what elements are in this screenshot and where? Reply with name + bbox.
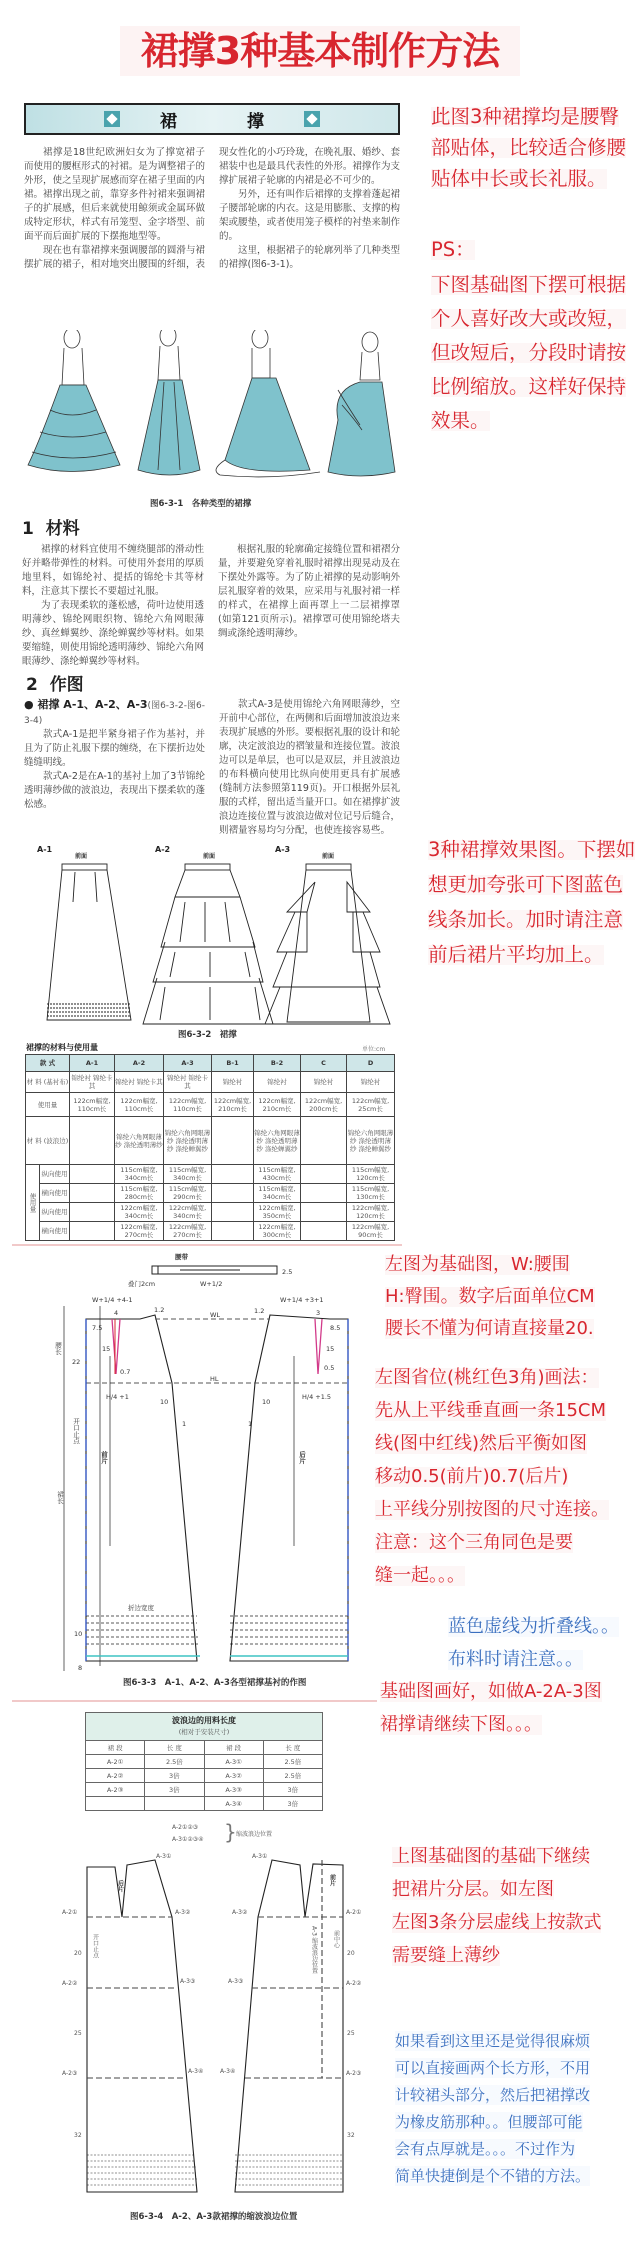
table-cell: [301, 1203, 347, 1222]
table-cell: 122cm幅宽, 90cm长: [347, 1222, 395, 1241]
table-cell: 122cm幅宽, 110cm长: [164, 1093, 212, 1117]
position-label: A-3②: [232, 1909, 248, 1916]
table-cell: 3倍: [263, 1783, 322, 1797]
note5-line: 移动0.5(前片)0.7(后片): [375, 1466, 569, 1487]
divider: [12, 1700, 377, 1702]
dress-figure-bustle: [328, 332, 395, 476]
header-cell: B-2: [254, 1055, 301, 1072]
note3-line: 3种裙撑效果图。下摆如: [428, 838, 636, 861]
note9-line: 可以直接画两个长方形，不用: [395, 2059, 591, 2077]
dart-width-label: 3: [316, 1309, 321, 1317]
usage-rows: [26, 1165, 395, 1241]
hem-extra-value: 8: [78, 1664, 83, 1672]
table-row: [26, 1203, 395, 1222]
table-cell: 3倍: [263, 1797, 322, 1811]
paragraph: 款式A-3是使用锦纶六角网眼薄纱，空开前中心部位，在两侧和后面增加波浪边来表现扩展感的外形。要根据礼服的设计和轮廓，决定波浪边的褶皱量和连接位置。波浪边可以是单层，也可以是双层，并且波浪边的布料横向使用比纵向使用更具有扩展感(缝制方法参照第119页)。开口根据外层礼服的式样，留出适当量开口。如在裙撑扩波浪边连接位置与波浪边做对位记号后缝合，则褶量容易均匀分配，也使连接容易些。: [219, 699, 400, 836]
measure-label: 7.5: [92, 1324, 103, 1332]
table-title-cell: [86, 1713, 323, 1741]
note4-line: 腰长不懂为何请直接量20.: [385, 1318, 594, 1339]
table-cell: 122cm幅宽, 25cm长: [347, 1093, 395, 1117]
front-waist-formula: W+1/4 +4-1: [92, 1296, 133, 1304]
materials-text: [22, 543, 400, 669]
diamond-icon: [304, 111, 320, 127]
table-cell: [301, 1117, 347, 1165]
table-cell: A-3①: [204, 1755, 263, 1769]
header-cell: A-3: [164, 1055, 212, 1072]
table-row: [26, 1072, 395, 1093]
table-cell: 115cm幅宽, 290cm长: [164, 1184, 212, 1203]
figure-caption: 图6-3-1 各种类型的裙撑: [150, 499, 252, 509]
intro-text: [24, 146, 400, 272]
table-cell: 122cm幅宽, 110cm长: [70, 1093, 115, 1117]
table-cell: [70, 1117, 115, 1165]
paragraph: 款式A-2是在A-1的基衬上加了3节锦纶透明薄纱做的波浪边，表现出下摆柔软的蓬松感。: [24, 771, 205, 810]
section-heading-drafting: [26, 675, 84, 695]
header-cell: D: [347, 1055, 395, 1072]
section-title: 材料: [45, 519, 80, 539]
header-cell: A-2: [115, 1055, 164, 1072]
skirt-a3-drawing: [265, 864, 390, 1024]
figure-reference: (图6-3-2-图6-3-4): [24, 701, 205, 726]
position-label: A-2②: [346, 1980, 362, 1987]
table-cell: 锦纶衬 锦纶卡其: [115, 1072, 164, 1093]
table-cell: 2.5倍: [145, 1755, 204, 1769]
table-cell: [212, 1165, 254, 1184]
header-cell: 长 度: [145, 1741, 204, 1755]
note2-line: 下图基础图下摆可根据: [431, 273, 627, 296]
row-label: 横向使用: [40, 1184, 70, 1203]
note6-line: 布料时请注意。。: [448, 1649, 583, 1670]
note1-line: 部贴体，比较适合修腰: [431, 136, 627, 159]
note2-line: 个人喜好改大或改短，: [431, 307, 627, 330]
position-label: A-2①: [346, 1909, 362, 1916]
note4-line: 左图为基础图，W:腰围: [385, 1254, 570, 1275]
measure-label: 20: [347, 1950, 355, 1957]
note2-line: 但改短后，分段时请按: [431, 341, 627, 364]
hip-formula: H/4 +1: [106, 1393, 129, 1401]
intro-paragraph: 这里，根据裙子的轮廓列举了几种类型的裙撑(图6-3-1)。: [219, 245, 400, 270]
table-cell: 115cm幅宽, 430cm长: [254, 1165, 301, 1184]
note8-line: 上图基础图的基础下继续: [392, 1846, 590, 1867]
row-label: 材 料 (基衬布): [26, 1072, 70, 1093]
table-cell: 122cm幅宽, 120cm长: [347, 1203, 395, 1222]
flare-label: 1: [248, 1420, 253, 1428]
table-cell: 122cm幅宽, 210cm长: [212, 1093, 254, 1117]
table-cell: 锦纶六角网眼薄纱 涤纶透明薄纱: [115, 1117, 164, 1165]
table-cell: [70, 1203, 115, 1222]
table-cell: 115cm幅宽, 120cm长: [347, 1165, 395, 1184]
row-label: 使用量: [26, 1093, 70, 1117]
position-label: A-2③: [62, 2070, 78, 2077]
header-cell: C: [301, 1055, 347, 1072]
opening-point-label: 开口止点: [72, 1418, 80, 1444]
table-cell: 锦纶衬 锦纶卡其: [70, 1072, 115, 1093]
table-row: [26, 1117, 395, 1165]
table-cell: 锦纶六角网眼薄纱 涤纶透明薄纱 涤纶蝉翼纱: [347, 1117, 395, 1165]
table-cell: 122cm幅宽, 300cm长: [254, 1222, 301, 1241]
skirt-code-label: A-2: [155, 845, 171, 854]
table-cell: A-3③: [204, 1783, 263, 1797]
table-cell: 122cm幅宽, 270cm长: [164, 1222, 212, 1241]
section-number: 1: [22, 519, 34, 539]
table-cell: [212, 1203, 254, 1222]
table-header-row: [26, 1055, 395, 1072]
measure-label: 25: [347, 2030, 355, 2037]
hip-formula: H/4 +1.5: [302, 1393, 332, 1401]
intro-paragraph: 另外，还有叫作后裙撑的支撑着蓬起裙子腰部轮廓的内衣。这是用膨胀、支撑的构架或腰垫，或者使用笼子模样的衬垫来制作的。: [219, 189, 400, 242]
materials-usage-table: [25, 1054, 395, 1241]
waistband-label: 腰带: [175, 1253, 188, 1261]
paragraph: 裙撑的材料宜使用不缠绕腿部的滑动性好并略带弹性的材料。可使用外套用的厚质地里料，如锦纶衬、提括的锦纶卡其等材料，注意其下摆长不要超过礼服。: [22, 544, 204, 597]
dart-width-label: 4: [114, 1309, 119, 1317]
note9-line: 简单快捷倒是个不错的方法。: [395, 2167, 591, 2185]
ps-label: PS：: [431, 238, 475, 261]
position-label: A-3③: [228, 1978, 244, 1985]
header-cell: 裙 段: [86, 1741, 145, 1755]
table-cell: [70, 1165, 115, 1184]
note3-line: 想更加夸张可下图蓝色: [428, 873, 624, 896]
skirt-a1-drawing: [47, 864, 131, 1020]
center-front-label: 前中心: [332, 1930, 340, 1948]
table-cell: 122cm幅宽, 210cm长: [254, 1093, 301, 1117]
position-label: A-2②: [62, 1980, 78, 1987]
note5-line: 上平线分别按图的尺寸连接。: [375, 1499, 609, 1520]
note9-line: 为橡皮筋那种。。但腰部可能: [395, 2113, 583, 2131]
table-cell: A-2②: [86, 1769, 145, 1783]
table-cell: 122cm幅宽, 200cm长: [301, 1093, 347, 1117]
note5-line: 线(图中红线)然后平衡如图: [375, 1433, 588, 1454]
side-label: 10: [262, 1398, 271, 1406]
note5-line: 左图省位(桃红色3角)画法：: [375, 1367, 599, 1388]
note5-line: 先从上平线垂直画一条15CM: [375, 1400, 607, 1421]
table-cell: 122cm幅宽, 270cm长: [115, 1222, 164, 1241]
table-cell: [145, 1797, 204, 1811]
table-cell: 122cm幅宽, 340cm长: [115, 1203, 164, 1222]
table-cell: 122cm幅宽, 350cm长: [254, 1203, 301, 1222]
table-header-row: [86, 1741, 323, 1755]
brace-icon: }: [224, 1820, 237, 1844]
table-cell: A-2①: [86, 1755, 145, 1769]
table-cell: 锦纶衬: [212, 1072, 254, 1093]
table-cell: A-2③: [86, 1783, 145, 1797]
skirt-view-label: 前面: [203, 853, 216, 860]
table-unit: 单位:cm: [362, 1046, 386, 1053]
table-row: [86, 1783, 323, 1797]
skirt-a2-drawing: [143, 864, 273, 1024]
table-cell: 115cm幅宽, 130cm长: [347, 1184, 395, 1203]
dart-length-label: 15: [326, 1345, 335, 1353]
legend-a3: A-3①②③④: [172, 1836, 204, 1843]
rise-label: 1.2: [254, 1307, 265, 1315]
dress-figure-tiered: [28, 330, 120, 472]
band-length-label: W+1/2: [200, 1280, 223, 1288]
measure-label: 32: [347, 2132, 355, 2139]
dress-silhouettes-figure: [20, 330, 400, 485]
page-title: 裙撑3种基本制作方法: [120, 26, 520, 76]
table-row: [86, 1755, 323, 1769]
opening-point-label: 开口止点: [91, 1934, 99, 1958]
hip-depth-label: 腰长: [54, 1342, 62, 1355]
hem-width-label: 折边宽度: [128, 1604, 154, 1612]
skirt-code-label: A-3: [275, 845, 291, 854]
intro-paragraph: 裙撑是18世纪欧洲妇女为了撑宽裙子而使用的腰框形式的衬裙。是为调整裙子的外形，使之呈现扩展感而穿在裙子里面的内裙。裙撑出现之前，靠穿多件衬裙来强调裙子的扩展感，但后来就使用鲸须或金属环做成特定形状，样式有吊笼型、金字塔型、前面平而后面扩展的下摆拖地型等。: [24, 147, 205, 242]
table-cell: 锦纶衬: [301, 1072, 347, 1093]
section-banner: [24, 103, 400, 135]
diamond-icon: [104, 111, 120, 127]
section-title: 作图: [49, 675, 84, 695]
position-label: A-2①: [62, 1909, 78, 1916]
front-piece-label: 前片: [100, 1451, 108, 1464]
table-cell: [212, 1117, 254, 1165]
dart-shift-label: 0.7: [120, 1368, 131, 1376]
skirt-length-label: 裙长: [56, 1491, 64, 1504]
back-waist-formula: W+1/4 +3+1: [280, 1296, 324, 1304]
table-cell: 122cm幅宽, 340cm长: [164, 1203, 212, 1222]
table-cell: 锦纶衬: [347, 1072, 395, 1093]
table-cell: 锦纶衬 锦纶卡其: [164, 1072, 212, 1093]
note8-line: 把裙片分层。如左图: [392, 1879, 554, 1900]
skirt-view-label: 前面: [75, 853, 88, 860]
skirt-styles-figure: [25, 842, 395, 1027]
table-cell: [301, 1222, 347, 1241]
paragraph: 为了表现柔软的蓬松感，荷叶边使用透明薄纱、锦纶网眼织物、锦纶六角网眼薄纱、真丝蝉翼纱、涤纶蝉翼纱等材料。如果要缩缝，则使用锦纶透明薄纱、锦纶六角网眼薄纱、涤纶蝉翼纱等材料。: [22, 600, 204, 667]
dart-shift-label: 0.5: [324, 1364, 335, 1372]
legend-label: 缩波浪边位置: [236, 1831, 273, 1838]
header-cell: B-1: [212, 1055, 254, 1072]
back-piece-label: 后片: [298, 1451, 306, 1464]
table-cell: 锦纶六角网眼薄纱 涤纶透明薄纱 涤纶蝉翼纱: [254, 1117, 301, 1165]
header-cell: 长 度: [263, 1741, 322, 1755]
note1-line: 贴体中长或长礼服。: [431, 167, 607, 190]
table-row: [86, 1769, 323, 1783]
paragraph: 款式A-1是把半紧身裙子作为基衬，并且为了防止礼服下摆的缠绕，在下摆折边处缝缝明线。: [24, 729, 205, 768]
table-cell: 115cm幅宽, 340cm长: [254, 1184, 301, 1203]
position-label: A-3③: [180, 1978, 196, 1985]
table-row: [26, 1222, 395, 1241]
figure-caption: 图6-3-3 A-1、A-2、A-3各型裙撑基衬的作图: [123, 1678, 307, 1688]
table-cell: 2.5倍: [263, 1755, 322, 1769]
hem-width-value: 10: [74, 1630, 83, 1638]
back-dart: [315, 1319, 322, 1374]
front-dart: [112, 1319, 120, 1374]
subheading-text: ● 裙撑 A-1、A-2、A-3: [24, 698, 148, 711]
position-label: A-3①: [156, 1853, 172, 1860]
table-row: [26, 1165, 395, 1184]
note9-line: 如果看到这里还是觉得很麻烦: [395, 2032, 591, 2050]
note1-line: 此图3种裙撑均是腰臀: [431, 105, 619, 128]
band-width-label: 2.5: [282, 1268, 293, 1276]
usage-group-label: 使用量: [26, 1165, 40, 1241]
note3-line: 线条加长。加时请注意: [428, 908, 624, 931]
figure-caption: 图6-3-4 A-2、A-3款裙撑的缩波浪边位置: [130, 2212, 298, 2222]
table-cell: 122cm幅宽, 110cm长: [115, 1093, 164, 1117]
table-cell: [86, 1797, 145, 1811]
drafting-text: [24, 698, 400, 838]
table-cell: 锦纶衬: [254, 1072, 301, 1093]
header-cell: 裙 段: [204, 1741, 263, 1755]
skirt-view-label: 前面: [322, 853, 335, 860]
table-cell: A-3④: [204, 1797, 263, 1811]
note4-line: H:臀围。数字后面单位CM: [385, 1286, 595, 1307]
side-label: 10: [160, 1398, 169, 1406]
waistline-label: WL: [210, 1311, 221, 1319]
overlap-label: 叠门2cm: [128, 1280, 156, 1288]
table-cell: [212, 1222, 254, 1241]
header-cell: A-1: [70, 1055, 115, 1072]
table-subtitle: (相对于安装尺寸): [178, 1728, 230, 1736]
table-cell: 115cm幅宽, 340cm长: [164, 1165, 212, 1184]
hip-depth-value: 22: [72, 1358, 81, 1366]
table-row: [26, 1093, 395, 1117]
row-label: 横向使用: [40, 1222, 70, 1241]
measure-label: 32: [74, 2132, 82, 2139]
note9-line: 计较裙头部分，然后把裙撑改: [395, 2086, 591, 2104]
back-piece-label: 后片: [116, 1880, 124, 1892]
note9-line: 会有点厚就是。。。不过作为: [395, 2140, 576, 2158]
intro-paragraph: 现在也有靠裙撑来强调腰部的圆滑与裙摆扩展的裙子，相对地突出腰围的纤细，表现女性化的小巧玲珑，在晚礼服、婚纱、套裙装中也是最具代表性的外形。裙撑作为支撑扩展裙子轮廓的内裙是必不可少的。: [24, 147, 400, 270]
table-row: [26, 1184, 395, 1203]
table-cell: A-3②: [204, 1769, 263, 1783]
rise-label: 1.2: [154, 1306, 165, 1314]
measure-label: 25: [74, 2030, 82, 2037]
table-cell: 115cm幅宽, 280cm长: [115, 1184, 164, 1203]
row-label: 纵向使用: [40, 1165, 70, 1184]
position-label: A-3②: [175, 1909, 191, 1916]
note2-line: 比例缩放。这样好保持: [431, 375, 627, 398]
table-cell: 2.5倍: [263, 1769, 322, 1783]
position-label: A-2③: [346, 2070, 362, 2077]
dress-figure-a-line: [138, 330, 200, 475]
base-pattern-draft: [40, 1246, 360, 1686]
hipline-label: HL: [210, 1375, 219, 1383]
table-cell: [301, 1184, 347, 1203]
legend-a2: A-2①②③: [172, 1824, 199, 1831]
position-label: A-3④: [220, 2068, 236, 2075]
ruffle-rows: [86, 1755, 323, 1811]
front-piece-label: 前片: [328, 1874, 336, 1886]
table-cell: [212, 1184, 254, 1203]
note6-line: 蓝色虚线为折叠线。。: [448, 1616, 619, 1637]
table-title: 裙撑的材料与使用量: [26, 1043, 98, 1052]
position-label: A-3①: [252, 1853, 268, 1860]
table-cell: 3倍: [145, 1769, 204, 1783]
banner-char-right: 撑: [247, 111, 264, 132]
table-row: [86, 1797, 323, 1811]
table-cell: 3倍: [145, 1783, 204, 1797]
note3-line: 前后裙片平均加上。: [428, 943, 604, 966]
ruffle-position-draft: [60, 1850, 370, 2202]
table-cell: 锦纶六角网眼薄纱 涤纶透明薄纱 涤纶蝉翼纱: [164, 1117, 212, 1165]
row-label: 材 料 (波浪边): [26, 1117, 70, 1165]
figure-caption: 图6-3-2 裙撑: [178, 1030, 237, 1040]
measure-label: 20: [74, 1950, 82, 1957]
header-cell: 款 式: [26, 1055, 70, 1072]
ruffle-length-table: [85, 1712, 323, 1811]
section-heading-materials: [22, 519, 80, 539]
subheading: [24, 698, 205, 728]
table-cell: [70, 1222, 115, 1241]
a3-ruffle-position-label: A-3 缩波浪边位置: [310, 1926, 318, 1974]
note2-line: 效果。: [431, 409, 490, 432]
note5-line: 缝一起。。。: [375, 1565, 465, 1586]
table-cell: [70, 1184, 115, 1203]
note7-line: 裙撑请继续下图。。。: [380, 1714, 542, 1735]
table-cell: [301, 1165, 347, 1184]
table-title: 波浪边的用料长度: [172, 1716, 236, 1725]
dart-length-label: 15: [102, 1345, 111, 1353]
paragraph: 根据礼服的轮廓确定接缝位置和裙褶分量，并要避免穿着礼服时裙撑出现晃动及在下摆处外露等。为了防止裙撑的晃动影响外层礼服穿着的效果，应采用与礼服衬裙一样的样式，在裙撑上面再罩上一二层裙撑罩(如第121页所示)。裙撑罩可使用锦纶塔夫绸或涤纶透明薄纱。: [218, 544, 400, 639]
ruffle-position-legend: [172, 1822, 203, 1846]
note5-line: 注意：这个三角同色是要: [375, 1532, 573, 1553]
dress-figure-train: [216, 330, 320, 477]
row-label: 纵向使用: [40, 1203, 70, 1222]
banner-char-left: 裙: [160, 111, 177, 132]
position-label: A-3④: [188, 2068, 204, 2075]
measure-label: 8.5: [330, 1324, 341, 1332]
table-cell: 115cm幅宽, 340cm长: [115, 1165, 164, 1184]
note8-line: 左图3条分层虚线上按款式: [392, 1912, 602, 1933]
note7-line: 基础图画好，如做A-2A-3图: [380, 1681, 602, 1702]
skirt-code-label: A-1: [37, 845, 53, 854]
note8-line: 需要缝上薄纱: [392, 1945, 500, 1966]
flare-label: 1: [182, 1420, 187, 1428]
section-number: 2: [26, 675, 38, 695]
